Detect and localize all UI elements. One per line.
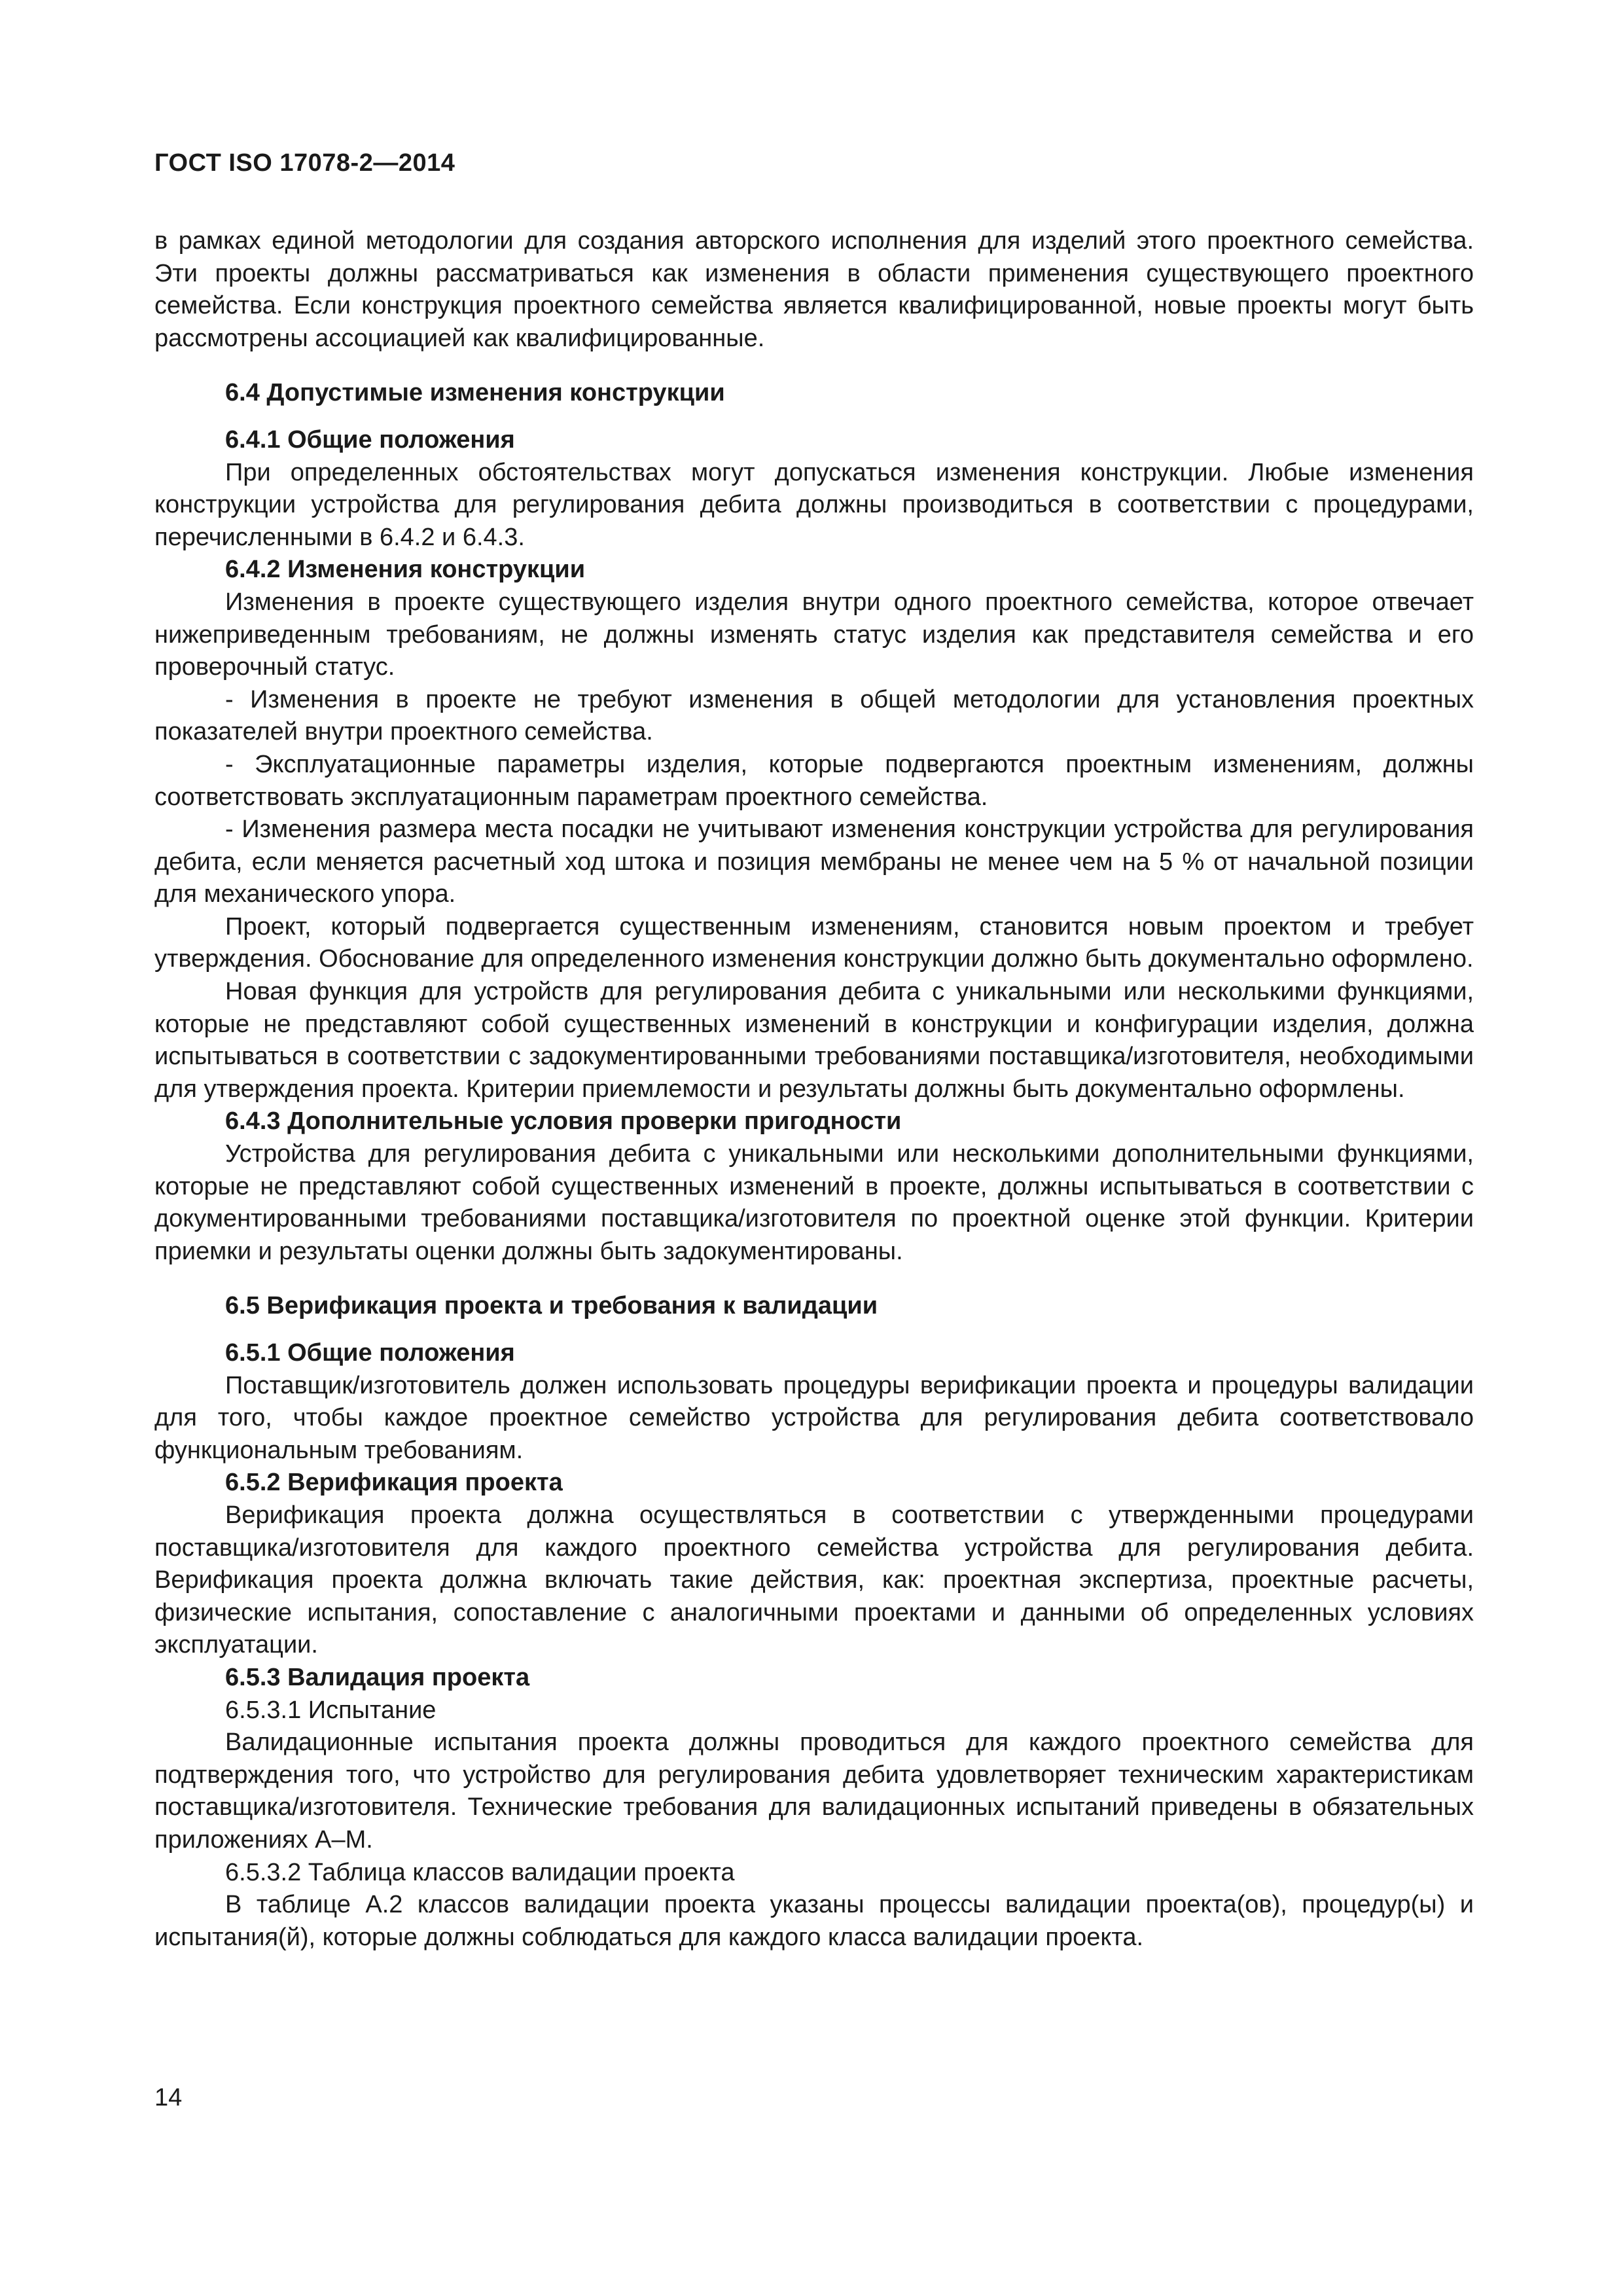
paragraph: При определенных обстоятельствах могут допускаться изменения конструкции. Любые изменения конструкции устройства для регулирования дебита должны производиться в соответствии с процедурами, перечисленными в 6.4.2 и 6.4.3. (154, 458, 1474, 551)
subsection-heading-6-4-2: 6.4.2 Изменения конструкции (225, 556, 586, 584)
section-heading-6-5: 6.5 Верификация проекта и требования к валидации (225, 1292, 878, 1320)
paragraph: Устройства для регулирования дебита с уникальными или несколькими дополнительными функциями, которые не представляют собой существенных изменений в проекте, должны испытываться в соответствии с документированными требованиями поставщика/изготовителя по проектной оценке этой функции. Критерии приемки и результаты оценки должны быть задокументированы. (154, 1140, 1474, 1265)
list-item: - Эксплуатационные параметры изделия, которые подвергаются проектным изменениям, должны соответствовать эксплуатационным параметрам проектного семейства. (154, 750, 1474, 811)
paragraph: Валидационные испытания проекта должны проводиться для каждого проектного семейства для подтверждения того, что устройство для регулирования дебита удовлетворяет техническим характеристикам поставщика/изготовителя. Технические требования для валидационных испытаний приведены в обязательных приложениях А–М. (154, 1729, 1474, 1854)
subsection-heading-6-5-2: 6.5.2 Верификация проекта (225, 1469, 563, 1497)
clause-heading-6-5-3-1: 6.5.3.1 Испытание (225, 1696, 437, 1724)
subsection-heading-6-4-1: 6.4.1 Общие положения (225, 425, 515, 454)
paragraph: Верификация проекта должна осуществляться в соответствии с утвержденными процедурами поставщика/изготовителя для каждого проектного семейства устройства для регулирования дебита. Верификация проекта должна включать такие действия, как: проектная экспертиза, проектные расчеты, физические испытания, сопоставление с аналогичными проектами и данными об определенных условиях эксплуатации. (154, 1501, 1474, 1659)
paragraph: в рамках единой методологии для создания авторского исполнения для изделий этого проектного семейства. Эти проекты должны рассматриваться как изменения в области применения существующего проектного семейства. Если конструкция проектного семейства является квалифицированной, новые проекты могут быть рассмотрены ассоциацией как квалифицированные. (154, 227, 1474, 352)
subsection-heading-6-4-3: 6.4.3 Дополнительные условия проверки пригодности (225, 1107, 902, 1136)
paragraph: Проект, который подвергается существенным изменениям, становится новым проектом и требует утверждения. Обоснование для определенного изменения конструкции должно быть документально оформлено. (154, 912, 1474, 973)
paragraph: Изменения в проекте существующего изделия внутри одного проектного семейства, которое отвечает нижеприведенным требованиям, не должны изменять статус изделия как представителя семейства и его проверочный статус. (154, 588, 1474, 681)
list-item: - Изменения размера места посадки не учитывают изменения конструкции устройства для регулирования дебита, если меняется расчетный ход штока и позиция мембраны не менее чем на 5 % от начальной позиции для механического упора. (154, 816, 1474, 908)
document-code-header: ГОСТ ISO 17078-2—2014 (154, 149, 455, 177)
clause-heading-6-5-3-2: 6.5.3.2 Таблица классов валидации проекта (225, 1858, 735, 1886)
subsection-heading-6-5-1: 6.5.1 Общие положения (225, 1339, 515, 1367)
page-number: 14 (154, 2084, 183, 2111)
subsection-heading-6-5-3: 6.5.3 Валидация проекта (225, 1663, 530, 1691)
body-text (154, 225, 1474, 1954)
paragraph: Поставщик/изготовитель должен использовать процедуры верификации проекта и процедуры валидации для того, чтобы каждое проектное семейство устройства для регулирования дебита соответствовало функциональным требованиям. (154, 1371, 1474, 1464)
paragraph: Новая функция для устройств для регулирования дебита с уникальными или несколькими функциями, которые не представляют собой существенных изменений в конструкции и конфигурации изделия, должна испытываться в соответствии с задокументированными требованиями поставщика/изготовителя, необходимыми для утверждения проекта. Критерии приемлемости и результаты должны быть документально оформлены. (154, 978, 1474, 1103)
paragraph: В таблице А.2 классов валидации проекта указаны процессы валидации проекта(ов), процедур(ы) и испытания(й), которые должны соблюдаться для каждого класса валидации проекта. (154, 1891, 1474, 1951)
list-item: - Изменения в проекте не требуют изменения в общей методологии для установления проектных показателей внутри проектного семейства. (154, 685, 1474, 746)
section-heading-6-4: 6.4 Допустимые изменения конструкции (225, 379, 725, 407)
